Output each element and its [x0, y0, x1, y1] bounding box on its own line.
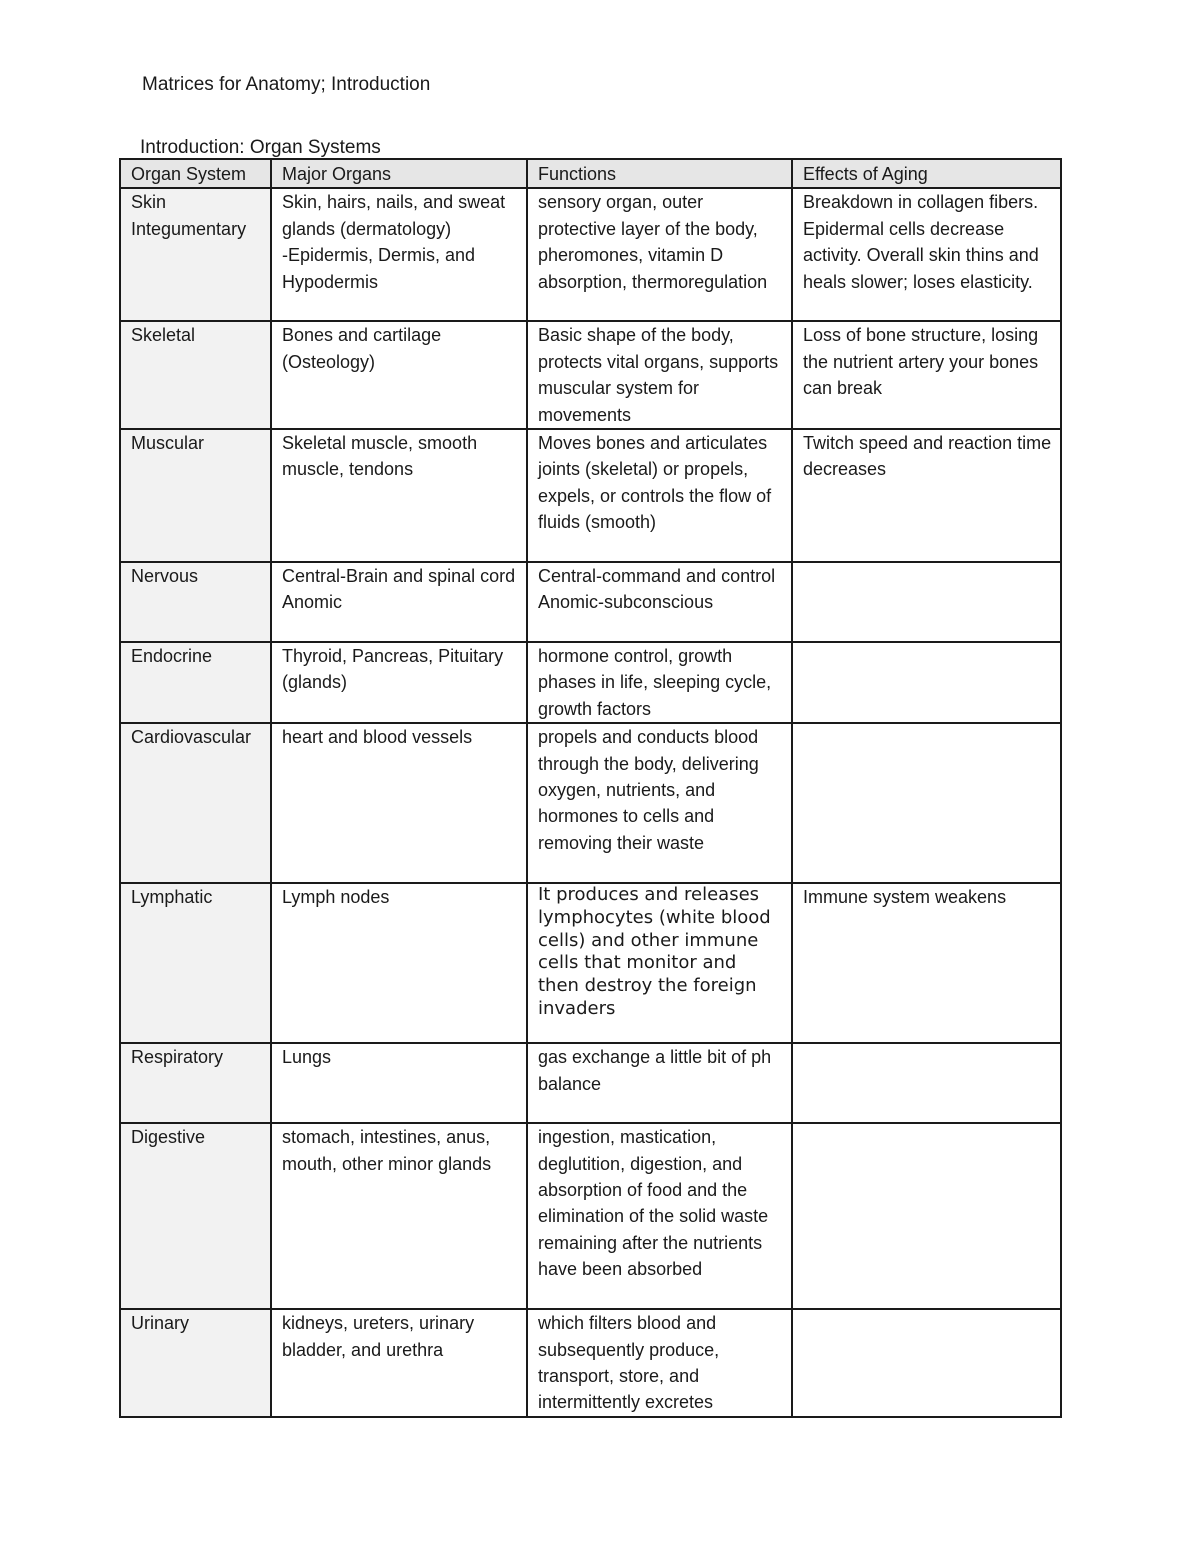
table-row [120, 1309, 1061, 1417]
functions-cell: which filters blood and subsequently produce, transport, store, and intermittently excretes [527, 1309, 792, 1417]
table-row [120, 883, 1061, 1043]
functions-cell: sensory organ, outer protective layer of the body, pheromones, vitamin D absorption, thermoregulation [527, 188, 792, 321]
effects-of-aging-cell [792, 642, 1061, 723]
effects-of-aging-cell [792, 1309, 1061, 1417]
major-organs-cell: Bones and cartilage (Osteology) [271, 321, 527, 429]
table-row [120, 1043, 1061, 1123]
section-title: Introduction: Organ Systems [140, 137, 381, 158]
major-organs-cell: Lymph nodes [271, 883, 527, 1043]
organ-system-cell: Urinary [120, 1309, 271, 1417]
functions-cell: Basic shape of the body, protects vital organs, supports muscular system for movements [527, 321, 792, 429]
header-functions: Functions [527, 159, 792, 188]
major-organs-cell: kidneys, ureters, urinary bladder, and urethra [271, 1309, 527, 1417]
functions-cell: It produces and releases lymphocytes (white blood cells) and other immune cells that monitor and then destroy the foreign invaders [527, 883, 792, 1043]
effects-of-aging-cell [792, 1043, 1061, 1123]
organ-system-cell: Respiratory [120, 1043, 271, 1123]
functions-cell: Moves bones and articulates joints (skeletal) or propels, expels, or controls the flow of fluids (smooth) [527, 429, 792, 562]
table-row [120, 321, 1061, 429]
major-organs-cell: Skeletal muscle, smooth muscle, tendons [271, 429, 527, 562]
major-organs-cell: Lungs [271, 1043, 527, 1123]
table-row [120, 562, 1061, 642]
functions-cell: propels and conducts blood through the body, delivering oxygen, nutrients, and hormones to cells and removing their waste [527, 723, 792, 883]
major-organs-cell: stomach, intestines, anus, mouth, other minor glands [271, 1123, 527, 1309]
organ-system-cell: Endocrine [120, 642, 271, 723]
page-title: Matrices for Anatomy; Introduction [142, 74, 431, 95]
organ-system-cell: Lymphatic [120, 883, 271, 1043]
table-row [120, 642, 1061, 723]
table-row [120, 1123, 1061, 1309]
organ-systems-table [119, 158, 1062, 1418]
table-row [120, 188, 1061, 321]
functions-cell: hormone control, growth phases in life, sleeping cycle, growth factors [527, 642, 792, 723]
table-row [120, 429, 1061, 562]
effects-of-aging-cell [792, 562, 1061, 642]
table-row [120, 723, 1061, 883]
effects-of-aging-cell: Loss of bone structure, losing the nutrient artery your bones can break [792, 321, 1061, 429]
table-header [120, 159, 1061, 188]
effects-of-aging-cell [792, 1123, 1061, 1309]
major-organs-cell: Central-Brain and spinal cord Anomic [271, 562, 527, 642]
organ-system-cell: Cardiovascular [120, 723, 271, 883]
header-row [120, 159, 1061, 188]
effects-of-aging-cell: Immune system weakens [792, 883, 1061, 1043]
effects-of-aging-cell: Twitch speed and reaction time decreases [792, 429, 1061, 562]
functions-cell: Central-command and control Anomic-subconscious [527, 562, 792, 642]
effects-of-aging-cell [792, 723, 1061, 883]
effects-of-aging-cell: Breakdown in collagen fibers. Epidermal cells decrease activity. Overall skin thins and heals slower; loses elasticity. [792, 188, 1061, 321]
functions-cell: gas exchange a little bit of ph balance [527, 1043, 792, 1123]
header-effects-of-aging: Effects of Aging [792, 159, 1061, 188]
functions-cell: ingestion, mastication, deglutition, digestion, and absorption of food and the elimination of the solid waste remaining after the nutrients have been absorbed [527, 1123, 792, 1309]
organ-system-cell: Skin Integumentary [120, 188, 271, 321]
major-organs-cell: Thyroid, Pancreas, Pituitary (glands) [271, 642, 527, 723]
organ-system-cell: Muscular [120, 429, 271, 562]
organ-system-cell: Digestive [120, 1123, 271, 1309]
header-major-organs: Major Organs [271, 159, 527, 188]
table-body [120, 188, 1061, 1416]
organ-system-cell: Nervous [120, 562, 271, 642]
organ-system-cell: Skeletal [120, 321, 271, 429]
major-organs-cell: heart and blood vessels [271, 723, 527, 883]
header-organ-system: Organ System [120, 159, 271, 188]
major-organs-cell: Skin, hairs, nails, and sweat glands (dermatology) -Epidermis, Dermis, and Hypodermis [271, 188, 527, 321]
